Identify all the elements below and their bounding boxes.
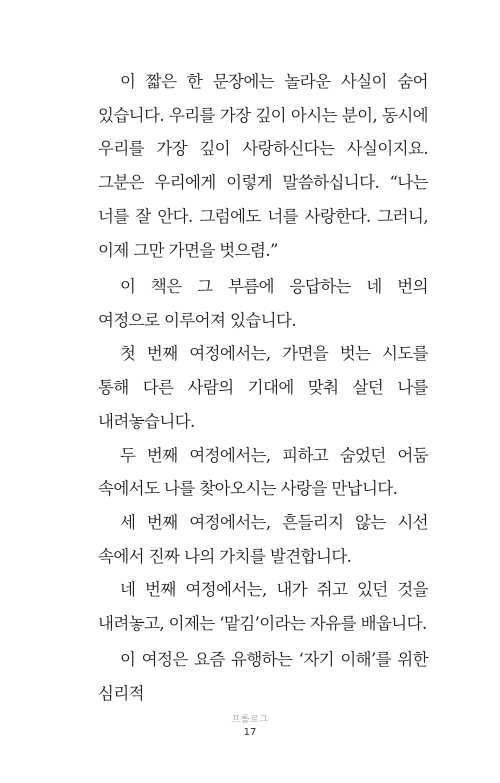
running-footer-section-title: 프롤로그	[231, 715, 269, 725]
paragraph: 이 여정은 요즘 유행하는 ‘자기 이해’를 위한 심리적	[98, 650, 428, 703]
opening-paragraph-block	[98, 65, 428, 267]
paragraph-journey-1: 첫 번째 여정에서는, 가면을 벗는 시도를 통해 다른 사람의 기대에 맞춰 살던 나를 내려놓습니다.	[98, 344, 428, 431]
closing-paragraph-block	[98, 643, 428, 710]
journeys-paragraph-block	[98, 270, 428, 641]
paragraph-journey-2: 두 번째 여정에서는, 피하고 숨었던 어둠 속에서도 나를 찾아오시는 사랑을 만납니다.	[98, 445, 428, 499]
paragraph-journey-3: 세 번째 여정에서는, 흔들리지 않는 시선 속에서 진짜 나의 가치를 발견합니다.	[98, 512, 428, 566]
page-number: 17	[243, 727, 257, 738]
paragraph-intro: 이 책은 그 부름에 응답하는 네 번의 여정으로 이루어져 있습니다.	[98, 277, 428, 330]
paragraph-journey-4: 네 번째 여정에서는, 내가 쥐고 있던 것을 내려놓고, 이제는 ‘맡김’이라는 자유를 배웁니다.	[98, 580, 428, 634]
paragraph: 이 짧은 한 문장에는 놀라운 사실이 숨어 있습니다. 우리를 가장 깊이 아시는 분이, 동시에 우리를 가장 깊이 사랑하신다는 사실이지요. 그분은 우리에게 이렇게 말씀하십니다. “나는 너를 잘 안다. 그럼에도 너를 사랑한다. 그러니, 이제 그만 가면을 벗으렴.”	[98, 72, 428, 260]
